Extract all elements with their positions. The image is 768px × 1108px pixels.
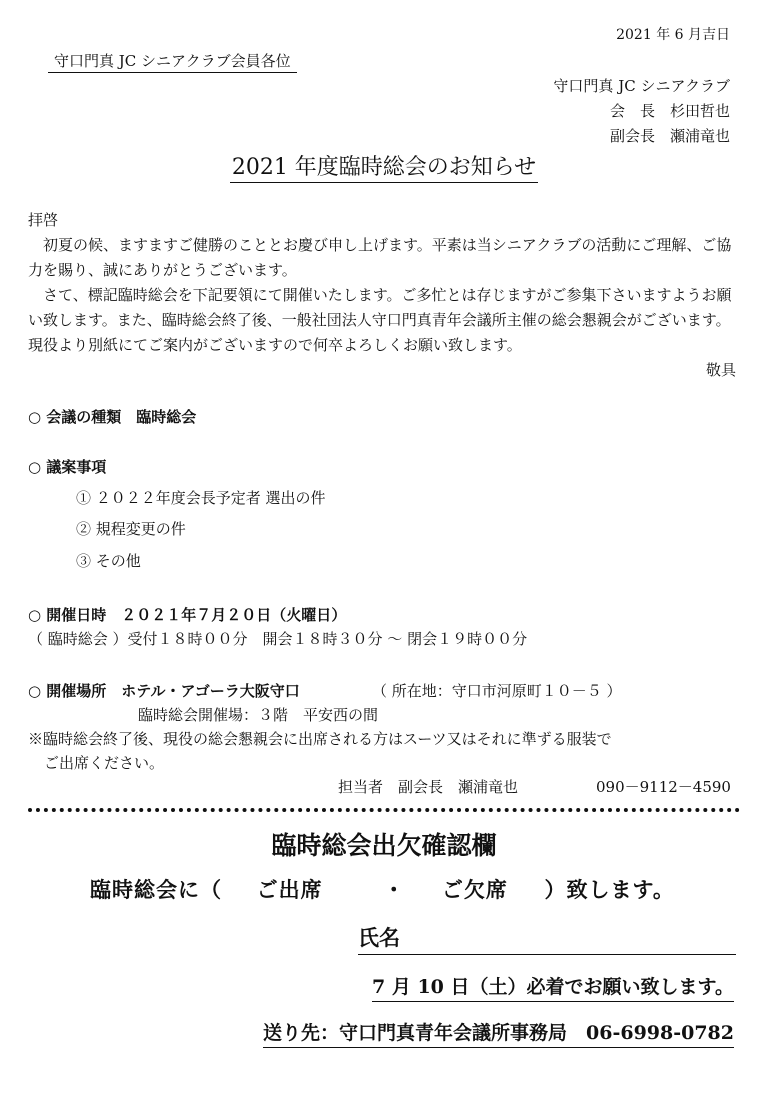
name-field[interactable] (358, 922, 736, 955)
cut-line-divider (28, 808, 740, 812)
sender-org-name: 守口門真 JC シニアクラブ (553, 77, 730, 95)
agenda-heading: ○ 議案事項 (28, 458, 107, 476)
sender-block (553, 74, 730, 149)
attend-option-absent[interactable]: ご欠席 (441, 877, 508, 902)
agenda-item-3: ③ その他 (76, 552, 141, 570)
agenda-item-1: ① ２０２２年度会長予定者 選出の件 (76, 489, 326, 507)
recipient-line: 守口門真 JC シニアクラブ会員各位 (48, 50, 297, 73)
opening-greeting: 拝啓 (28, 211, 59, 229)
document-date: 2021 年 6 月吉日 (616, 27, 730, 43)
datetime-heading: ○ 開催日時 ２０２１年７月２０日（火曜日） (28, 606, 347, 624)
contact-person: 担当者 副会長 瀬浦竜也 (338, 778, 519, 796)
venue-floor: 臨時総会開催場：３階 平安西の間 (138, 706, 379, 724)
document-title-wrap (0, 150, 768, 181)
attend-option-present[interactable]: ご出席 (256, 877, 323, 902)
attendance-choice-line (90, 874, 675, 904)
attend-prefix: 臨時総会に（ (90, 877, 222, 902)
attendance-form-title: 臨時総会出欠確認欄 (271, 831, 497, 860)
meeting-type: ○ 会議の種類 臨時総会 (28, 408, 197, 426)
document-title: 2021 年度臨時総会のお知らせ (230, 155, 538, 183)
sender-vice-president: 副会長 瀬浦竜也 (609, 127, 730, 145)
send-to-address: 送り先：守口門真青年会議所事務局 06-6998-0782 (263, 1018, 734, 1048)
attire-note-line-1: ※臨時総会終了後、現役の総会懇親会に出席される方はスーツ又はそれに準ずる服装で (28, 730, 612, 748)
body-paragraph-2: さて、標記臨時総会を下記要領にて開催いたします。ご多忙とは存じますがご参集下さいますようお願い致します。また、臨時総会終了後、一般社団法人守口門真青年会議所主催の総会懇親会がございます。現役より別紙にてご案内がございますので何卒よろしくお願い致します。 (28, 286, 732, 354)
attend-separator: ・ (383, 877, 406, 902)
attend-suffix: ）致します。 (544, 877, 675, 902)
sender-president: 会 長 杉田哲也 (609, 102, 730, 120)
venue-address: （ 所在地：守口市河原町１０－５ ） (372, 682, 622, 700)
venue-heading: ○ 開催場所 ホテル・アゴーラ大阪守口 (28, 682, 300, 700)
attire-note-line-2: ご出席ください。 (44, 754, 165, 772)
reply-deadline: 7 月 10 日（土）必着でお願い致します。 (372, 972, 734, 1002)
letter-body (28, 208, 740, 383)
closing-word: 敬具 (705, 361, 736, 379)
contact-phone: 090－9112－4590 (596, 778, 731, 796)
datetime-detail: （ 臨時総会 ）受付１８時００分 開会１８時３０分 ～ 閉会１９時００分 (28, 630, 528, 648)
agenda-item-2: ② 規程変更の件 (76, 520, 186, 538)
name-label: 氏名 (358, 925, 400, 950)
body-paragraph-1: 初夏の候、ますますご健勝のこととお慶び申し上げます。平素は当シニアクラブの活動にご理解、ご協力を賜り、誠にありがとうございます。 (28, 236, 732, 279)
